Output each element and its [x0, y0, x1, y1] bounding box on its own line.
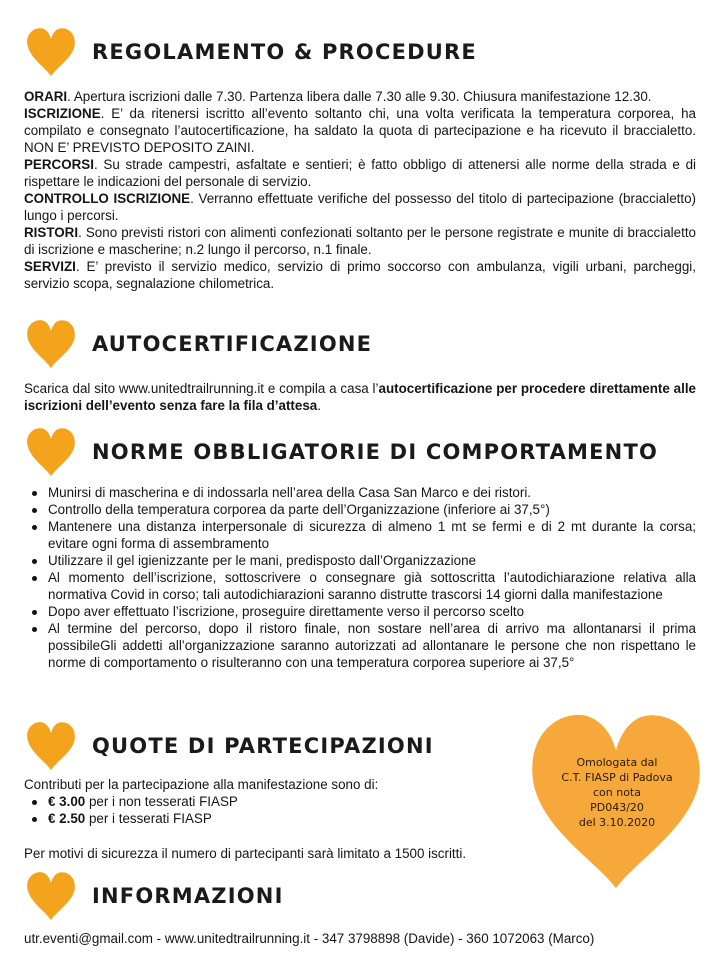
heart-icon: [24, 718, 78, 774]
rule-percorsi: [24, 156, 696, 190]
badge-line: C.T. FIASP di Padova: [561, 771, 673, 784]
list-item: Controllo della temperatura corporea da parte dell’Organizzazione (inferiore ai 37,5°): [24, 501, 696, 518]
badge-line: con nota: [592, 786, 641, 799]
section-quote-header: [24, 718, 704, 774]
price-desc: per i non tesserati FIASP: [85, 794, 238, 809]
regolamento-body: [24, 88, 696, 292]
price-desc: per i tesserati FIASP: [85, 811, 212, 826]
rule-label: ISCRIZIONE: [24, 106, 101, 121]
list-item: Mantenere una distanza interpersonale di sicurezza di almeno 1 mt se fermi e di 2 mt durante la corsa; evitare ogni forma di assembramento: [24, 518, 696, 552]
rule-iscrizione: [24, 105, 696, 156]
rule-label: RISTORI: [24, 225, 79, 240]
list-item: Al termine del percorso, dopo il ristoro finale, non sostare nell’area di arrivo ma allontanarsi il prima possibileGli addetti all’organizzazione saranno autorizzati ad allontanare le persone che non rispettano le norme di comportamento o risulteranno con una temperatura corporea superiore ai 37,5°: [24, 620, 696, 671]
autocert-bold-text: autocertificazione per procedere direttamente alle iscrizioni dell’evento senza fare la fila d’attesa: [24, 381, 696, 413]
list-item: Dopo aver effettuato l’iscrizione, proseguire direttamente verso il percorso scelto: [24, 603, 696, 620]
rule-text: . Verranno effettuate verifiche del possesso del titolo di partecipazione (braccialetto) lungo i percorsi.: [24, 191, 696, 223]
section-title: INFORMAZIONI: [92, 884, 284, 908]
autocert-text: Scarica dal sito www.unitedtrailrunning.it e compila a casa l’: [24, 381, 379, 396]
quote-note: Per motivi di sicurezza il numero di partecipanti sarà limitato a 1500 iscritti.: [24, 846, 467, 861]
rule-servizi: [24, 258, 696, 292]
list-item: Munirsi di mascherina e di indossarla nell’area della Casa San Marco e dei ristori.: [24, 484, 696, 501]
rule-label: CONTROLLO ISCRIZIONE: [24, 191, 191, 206]
autocertificazione-body: [24, 380, 696, 414]
rule-controllo-iscrizione: [24, 190, 696, 224]
list-item: Al momento dell’iscrizione, sottoscrivere o consegnare già sottoscritta l’autodichiarazione relativa alla normativa Covid in corso; tali autodichiarazioni saranno distrutte trascorsi 14 giorni dalla manifestazione: [24, 569, 696, 603]
section-title: AUTOCERTIFICAZIONE: [92, 332, 373, 356]
autocert-text-end: .: [317, 398, 321, 413]
section-title: QUOTE DI PARTECIPAZIONI: [92, 734, 434, 758]
rule-text: . E’ da ritenersi iscritto all’evento soltanto chi, una volta verificata la temperatura corporea, ha compilato e consegnato l’autocertificazione, ha saldato la quota di partecipazione e ha ricevuto il braccialetto. NON E’ PREVISTO DEPOSITO ZAINI.: [24, 106, 696, 155]
section-title: REGOLAMENTO & PROCEDURE: [92, 40, 477, 64]
list-item: Utilizzare il gel igienizzante per le mani, predisposto dall’Organizzazione: [24, 552, 696, 569]
rule-text: . Su strade campestri, asfaltate e sentieri; è fatto obbligo di attenersi alle norme della strada e di rispettare le indicazioni del personale di servizio.: [24, 157, 696, 189]
rule-text: . E’ previsto il servizio medico, servizio di primo soccorso con ambulanza, vigili urbani, parcheggi, servizio scopa, segnalazione chilometrica.: [24, 259, 696, 291]
rule-text: . Sono previsti ristori con alimenti confezionati soltanto per le persone registrate e munite di braccialetto di iscrizione e mascherine; n.2 lungo il percorso, n.1 finale.: [24, 225, 696, 257]
price-amount: € 3.00: [48, 794, 86, 809]
badge-line: Omologata dal: [576, 756, 658, 769]
section-autocertificazione-header: [24, 316, 704, 372]
rule-label: SERVIZI: [24, 259, 76, 274]
price-item: [24, 793, 504, 810]
section-norme-header: [24, 424, 704, 480]
contact-line: utr.eventi@gmail.com - www.unitedtrailrunning.it - 347 3798898 (Davide) - 360 1072063 (Marco): [24, 931, 595, 946]
heart-icon: [24, 868, 78, 924]
section-regolamento-header: [24, 24, 704, 80]
section-informazioni-header: [24, 868, 704, 924]
rule-orari: [24, 88, 696, 105]
heart-icon: [24, 24, 78, 80]
rule-ristori: [24, 224, 696, 258]
price-item: [24, 810, 504, 827]
rule-label: ORARI: [24, 89, 68, 104]
price-list: [24, 793, 504, 827]
badge-line: del 3.10.2020: [578, 816, 656, 829]
price-amount: € 2.50: [48, 811, 86, 826]
badge-line: PD043/20: [590, 801, 644, 814]
rule-text: . Apertura iscrizioni dalle 7.30. Partenza libera dalle 7.30 alle 9.30. Chiusura manifestazione 12.30.: [67, 89, 652, 104]
heart-icon: [24, 316, 78, 372]
heart-icon: [24, 424, 78, 480]
rule-label: PERCORSI: [24, 157, 94, 172]
quote-intro: Contributi per la partecipazione alla manifestazione sono di:: [24, 777, 379, 792]
norme-list: [24, 484, 696, 671]
section-title: NORME OBBLIGATORIE DI COMPORTAMENTO: [92, 440, 659, 464]
